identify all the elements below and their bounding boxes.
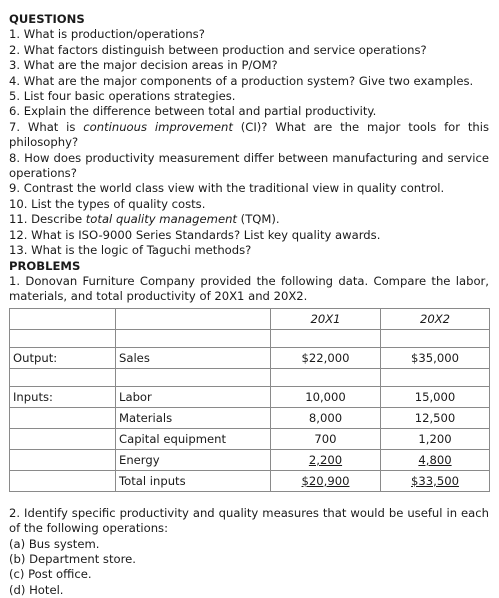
table-spacer-row: [10, 329, 490, 347]
table-spacer-row: [10, 368, 490, 386]
problem-2: 2. Identify specific productivity and quality measures that would be useful in each of the following operations:: [9, 505, 489, 536]
question-6: 6. Explain the difference between total and partial productivity.: [9, 104, 377, 119]
row-value-20x1: 700: [271, 428, 381, 449]
question-8: 8. How does productivity measurement differ between manufacturing and service operations?: [9, 150, 489, 181]
problem-1: 1. Donovan Furniture Company provided the following data. Compare the labor, materials, and total productivity of 20X1 and 20X2.: [9, 273, 489, 304]
question-2: 2. What factors distinguish between production and service operations?: [9, 42, 427, 57]
row-value-20x2: 12,500: [381, 407, 490, 428]
row-value-20x2: 4,800: [381, 449, 490, 470]
table-row: [10, 470, 490, 491]
question-7: 7. What is continuous improvement (CI)? What are the major tools for this philosophy?: [9, 119, 490, 150]
question-3: 3. What are the major decision areas in P/OM?: [9, 58, 278, 73]
question-13: 13. What is the logic of Taguchi methods?: [9, 243, 252, 258]
row-value-20x2: 15,000: [381, 386, 490, 407]
row-item: Capital equipment: [116, 428, 271, 449]
table-row: [10, 407, 490, 428]
question-11-emphasis: total quality management: [85, 212, 237, 227]
row-item: Sales: [116, 347, 271, 368]
row-item: Materials: [116, 407, 271, 428]
question-5: 5. List four basic operations strategies.: [9, 89, 236, 104]
row-value-20x1: 8,000: [271, 407, 381, 428]
col-header-20x1: 20X1: [271, 308, 381, 329]
row-value-20x1: 10,000: [271, 386, 381, 407]
question-1: 1. What is production/operations?: [9, 27, 205, 42]
problem-2-item-c: (c) Post office.: [9, 567, 92, 582]
problem-2-item-b: (b) Department store.: [9, 551, 136, 566]
row-value-20x1: 2,200: [271, 449, 381, 470]
inputs-label: Inputs:: [10, 386, 116, 407]
row-value-20x2: $35,000: [381, 347, 490, 368]
question-10: 10. List the types of quality costs.: [9, 196, 206, 211]
row-item: Energy: [116, 449, 271, 470]
table-row: [10, 386, 490, 407]
questions-heading: QUESTIONS: [9, 12, 85, 26]
row-item: Labor: [116, 386, 271, 407]
question-7-emphasis: continuous improvement: [83, 119, 233, 134]
problems-heading: PROBLEMS: [9, 258, 81, 273]
question-12: 12. What is ISO-9000 Series Standards? List key quality awards.: [9, 227, 381, 242]
row-value-20x1: $20,900: [271, 470, 381, 491]
row-item: Total inputs: [116, 470, 271, 491]
question-11: 11. Describe total quality management (TQM).: [9, 212, 280, 227]
table-row: [10, 449, 490, 470]
row-value-20x1: $22,000: [271, 347, 381, 368]
question-4: 4. What are the major components of a production system? Give two examples.: [9, 73, 474, 88]
col-header-20x2: 20X2: [381, 308, 490, 329]
table-header-row: [10, 308, 490, 329]
row-value-20x2: $33,500: [381, 470, 490, 491]
row-value-20x2: 1,200: [381, 428, 490, 449]
table-row: [10, 347, 490, 368]
problem-2-item-d: (d) Hotel.: [9, 582, 64, 597]
problem-2-item-a: (a) Bus system.: [9, 536, 100, 551]
productivity-table: [9, 308, 490, 492]
output-label: Output:: [10, 347, 116, 368]
question-9: 9. Contrast the world class view with the traditional view in quality control.: [9, 181, 445, 196]
table-row: [10, 428, 490, 449]
